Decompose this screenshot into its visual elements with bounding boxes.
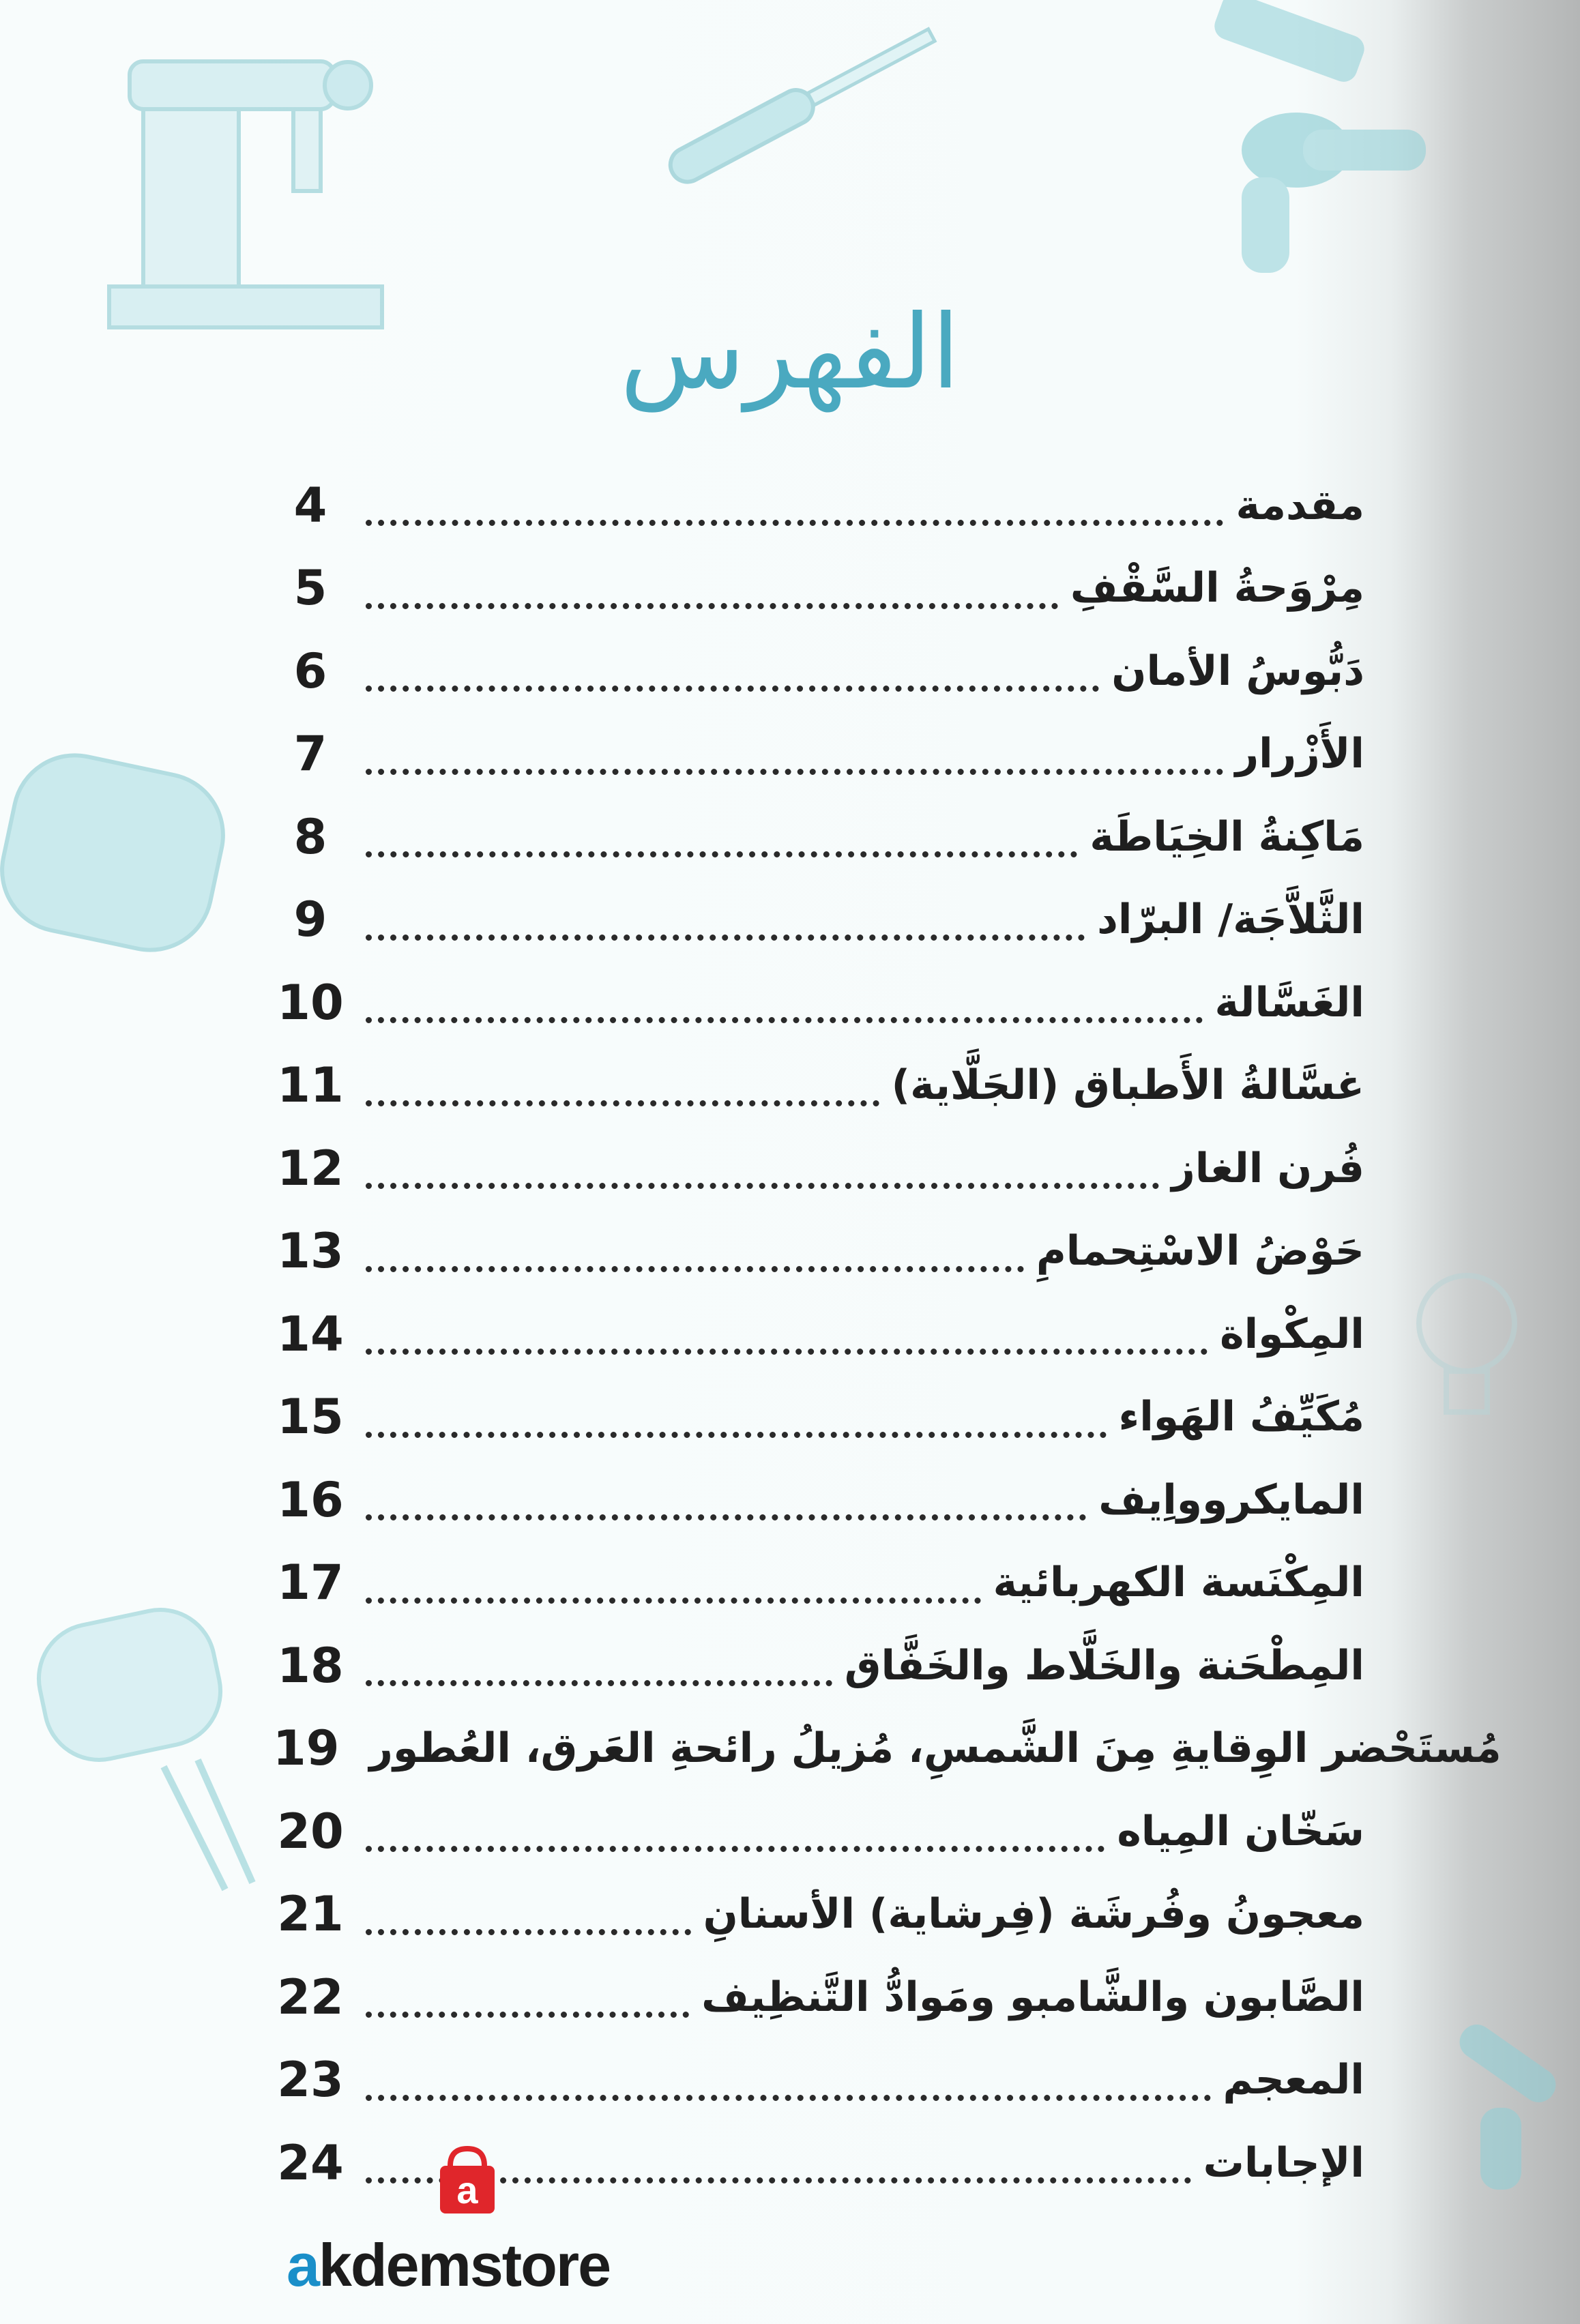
toc-row[interactable] [273,713,1364,796]
logo-wordmark [287,2231,610,2300]
toc-leader-dots [366,1984,689,2018]
toc-page-number: 22 [277,1969,344,2025]
toc-leader-dots [366,1321,1208,1355]
toc-entry-label: مُكَيِّفُ الهَواء [1118,1393,1364,1441]
toc-row[interactable] [273,1790,1364,1873]
ceiling-fan-icon [1139,0,1426,273]
toc-entry-label: مَاكِنةُ الخِيَاطَة [1089,812,1364,861]
toc-row[interactable] [273,1624,1364,1707]
page-title: الفهرس [619,293,961,412]
toc-page-number: 9 [293,892,327,948]
table-of-contents [273,464,1502,2205]
toc-entry-label: الغَسَّالة [1214,978,1364,1027]
toc-entry-label: فُرن الغاز [1171,1144,1364,1192]
toc-row[interactable] [273,961,1364,1044]
toc-leader-dots [366,1902,691,1935]
toc-page-number: 6 [293,643,327,699]
toc-page-number: 10 [277,974,344,1031]
soap-icon [0,737,246,982]
toc-entry-label: مُستَحْضر الوِقايةِ مِنَ الشَّمسِ، مُزيلُ رائحةِ العَرق، العُطور [369,1724,1502,1773]
toc-row[interactable] [273,1044,1364,1128]
toc-page-number: 19 [273,1720,340,1777]
toc-row[interactable] [273,630,1364,713]
toc-page-number: 21 [277,1886,344,1943]
toc-leader-dots [366,824,1077,857]
toc-leader-dots [366,492,1223,526]
hand-mixer-icon [0,1589,287,1971]
toc-entry-label: مِرْوَحةُ السَّقْفِ [1070,564,1364,613]
toc-leader-dots [366,907,1085,941]
toc-entry-label: غسَّالةُ الأَطباق (الجَلَّاية) [891,1061,1364,1110]
toc-leader-dots [366,658,1099,692]
toc-leader-dots [366,1404,1107,1438]
toc-leader-dots [366,1570,981,1604]
toc-entry-label: الإجابات [1203,2138,1364,2187]
toc-row[interactable] [273,1127,1364,1210]
toc-entry-label: المعجم [1223,2056,1364,2104]
toc-leader-dots [366,1819,1104,1852]
toc-entry-label: المِكْواة [1220,1310,1364,1358]
toc-row[interactable] [273,1376,1364,1459]
toc-page-number: 24 [277,2134,344,2191]
toc-row[interactable] [273,1210,1364,1293]
toc-entry-label: دَبُّوسُ الأمان [1111,647,1364,695]
toc-entry-label: الثَّلاَّجَة/ البرّاد [1097,896,1364,944]
toc-page-number: 20 [277,1803,344,1859]
toc-row[interactable] [273,1293,1364,1376]
toc-row[interactable] [273,1542,1364,1625]
toc-page-number: 17 [277,1555,344,1611]
toc-page-number: 7 [293,726,327,782]
toc-page-number: 13 [277,1223,344,1280]
light-bulb-icon [1405,1262,1528,1439]
logo-rest: kdemstore [318,2231,611,2299]
toc-page-number: 11 [277,1057,344,1114]
toc-leader-dots [366,1653,832,1686]
toc-row[interactable] [273,795,1364,879]
toc-entry-label: سَخّان المِياه [1117,1807,1364,1855]
toc-leader-dots [366,741,1223,775]
toc-page-number: 16 [277,1471,344,1528]
logo-badge-letter: a [456,2168,478,2211]
toc-row[interactable] [273,547,1364,630]
toc-page-number: 14 [277,1306,344,1362]
toc-entry-label: المِطْحَنة والخَلَّاط والخَفَّاق [844,1641,1364,1690]
logo-first-letter: a [287,2231,319,2299]
toc-row[interactable] [273,879,1364,962]
toc-row[interactable] [273,1873,1364,1956]
shopping-bag-icon [430,2142,505,2217]
toc-row[interactable] [273,464,1364,547]
toc-entry-label: الأَزْرار [1235,730,1364,778]
toc-row[interactable] [273,2039,1364,2122]
toc-page-number: 5 [293,560,327,617]
toc-entry-label: المِكْنَسة الكهربائية [993,1559,1364,1607]
toc-page-number: 4 [293,477,327,533]
toc-entry-label: معجونُ وفُرشَة (فِرشاية) الأسنانِ [703,1890,1364,1939]
toc-page-number: 23 [277,2052,344,2108]
toc-leader-dots [366,990,1203,1023]
toc-entry-label: حَوْضُ الاسْتِحمامِ [1036,1227,1364,1276]
toc-leader-dots [366,1073,879,1106]
toc-leader-dots [366,1487,1086,1520]
toc-entry-label: الصَّابون والشَّامبو ومَوادُّ التَّنظِيف [701,1973,1364,2021]
toc-leader-dots [366,576,1058,609]
toc-entry-label: المايكروواِيف [1098,1475,1364,1524]
fan-icon [1439,2019,1576,2196]
akdemstore-logo [287,2142,641,2299]
toc-leader-dots [366,1239,1024,1272]
toc-page-number: 12 [277,1140,344,1196]
toc-row[interactable] [273,1707,1502,1791]
toc-leader-dots [366,2068,1211,2101]
toc-page-number: 15 [277,1389,344,1445]
toc-page-number: 8 [293,808,327,865]
screwdriver-icon [628,14,982,191]
toc-row[interactable] [273,1458,1364,1542]
toc-page-number: 18 [277,1637,344,1694]
toc-entry-label: مقدمة [1235,481,1364,529]
toc-row[interactable] [273,1956,1364,2039]
toc-leader-dots [366,1156,1159,1189]
